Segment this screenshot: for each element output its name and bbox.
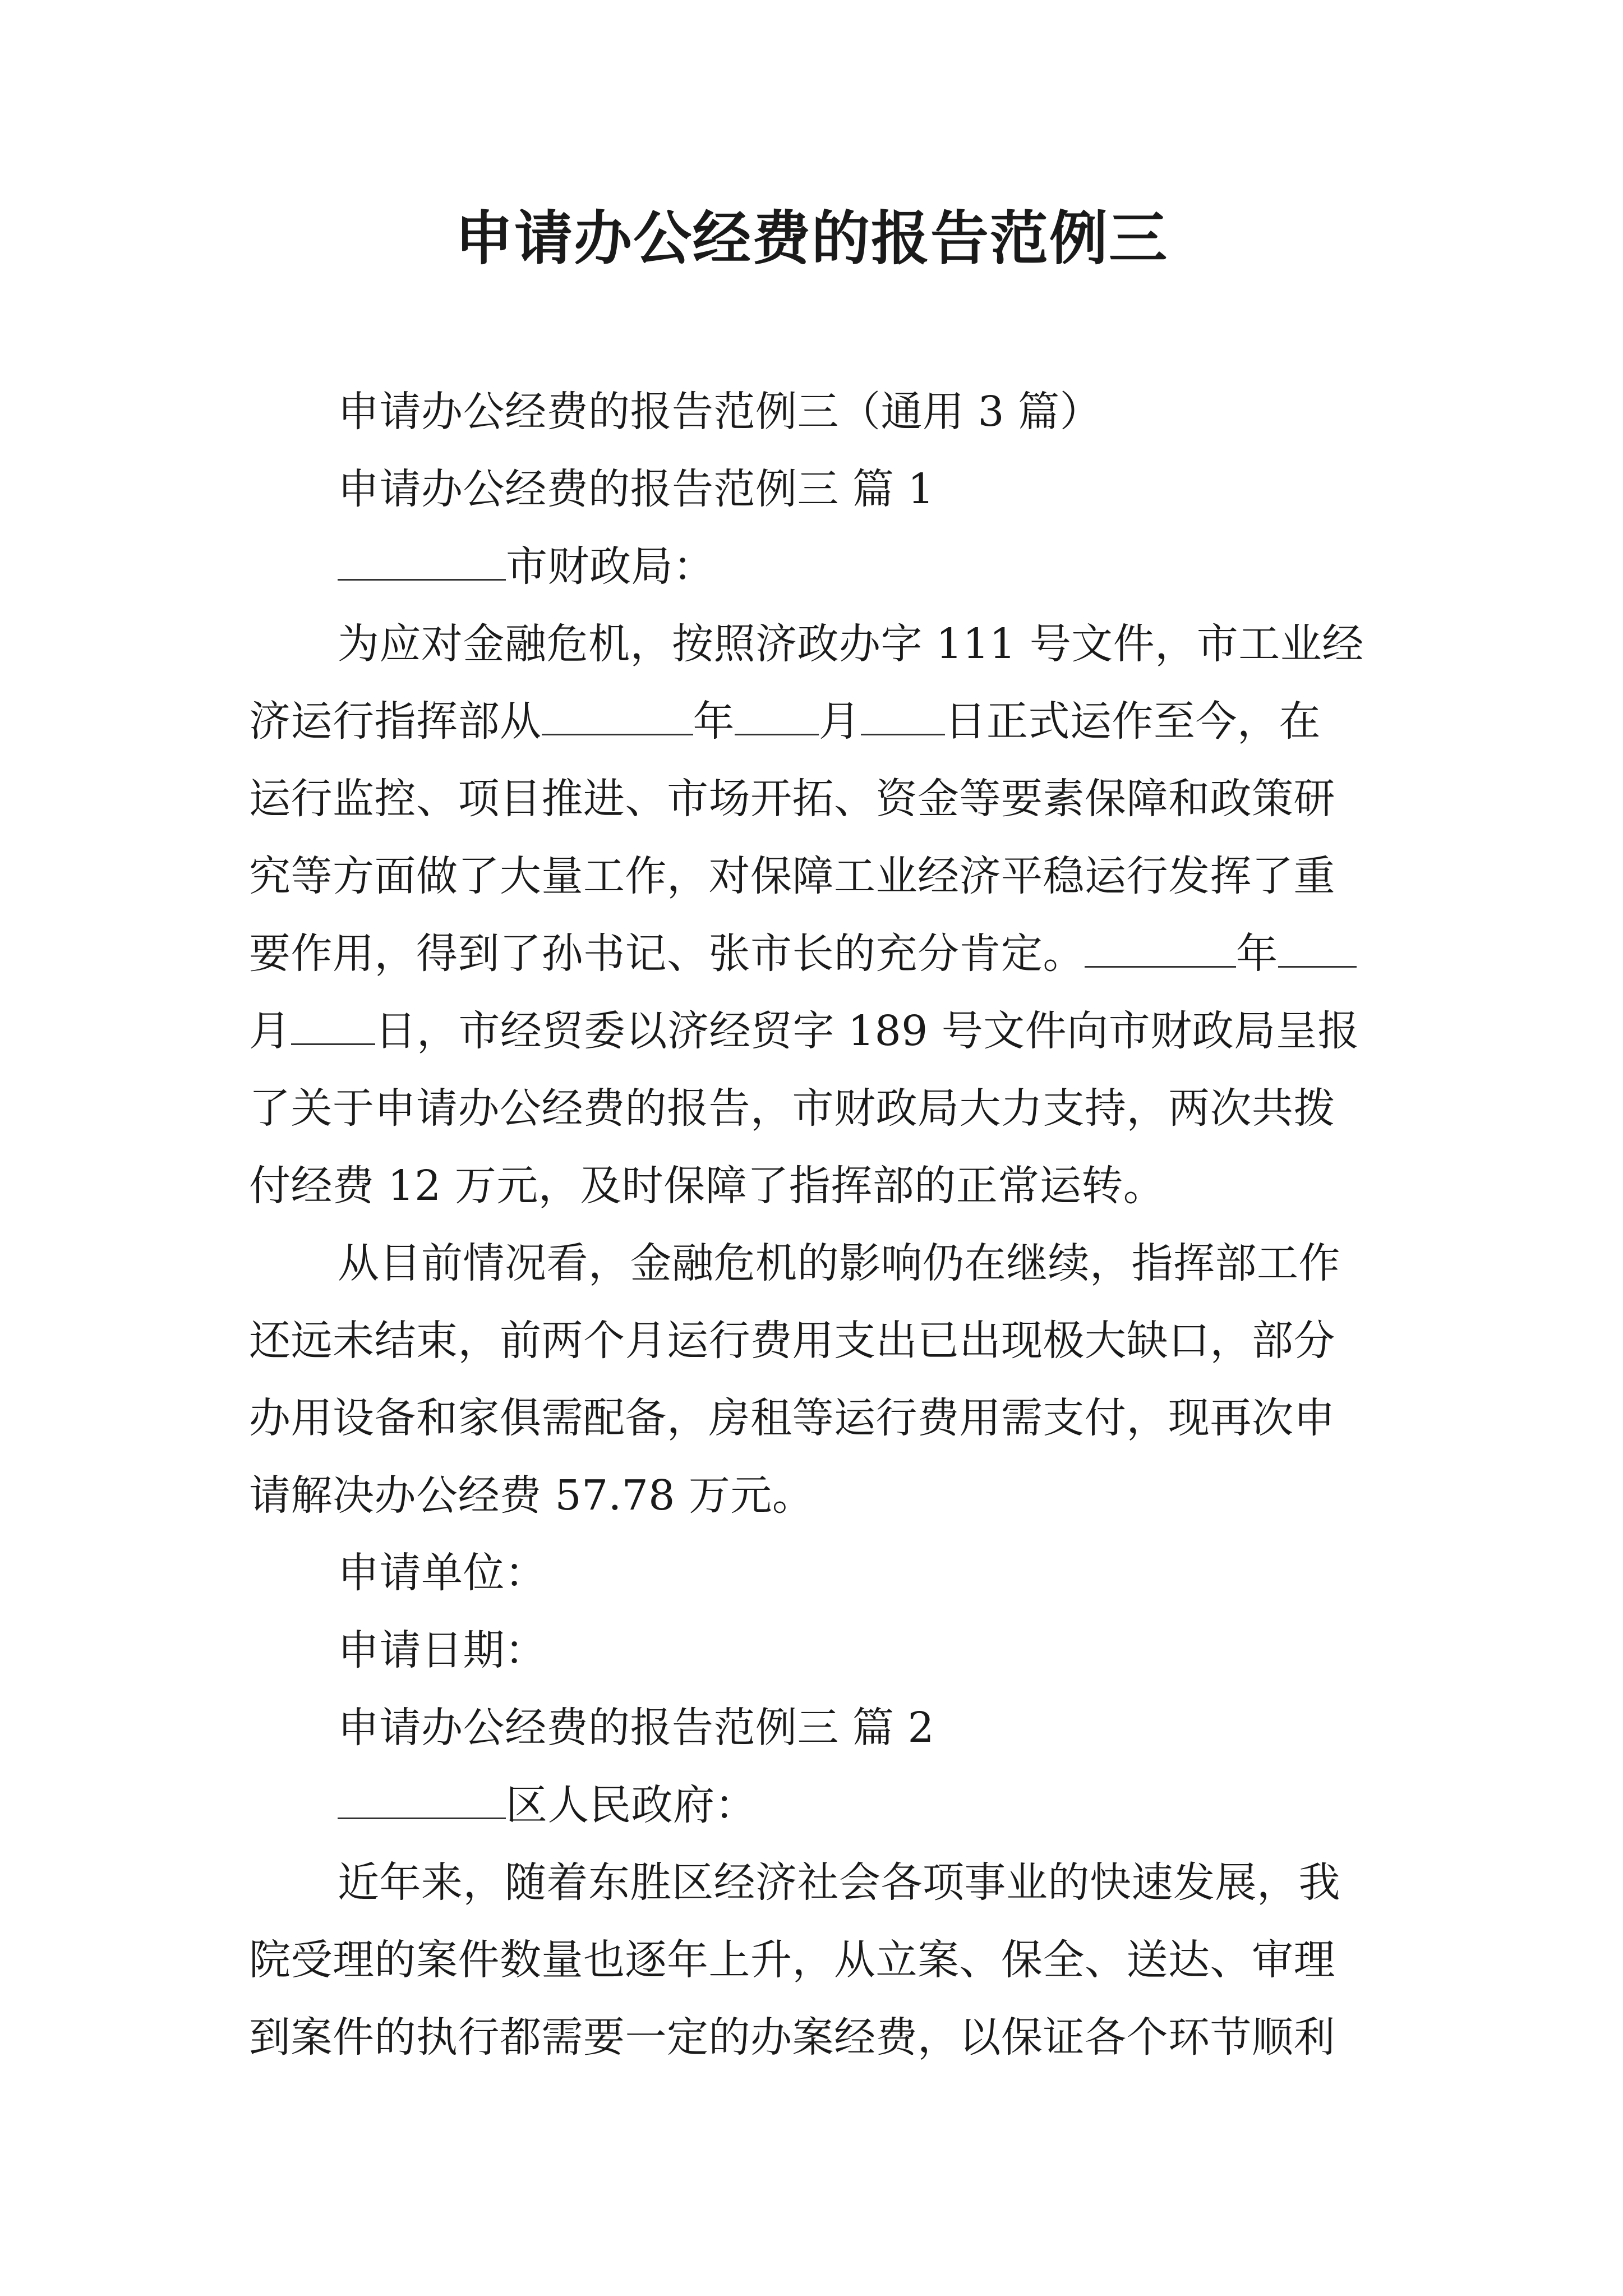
blank-field (1085, 929, 1236, 968)
blank-field (338, 542, 506, 581)
paragraph-1-line: 运行监控、项目推进、市场开拓、资金等要素保障和政策研 (249, 775, 1335, 823)
paragraph-1-line: 了关于申请办公经费的报告，市财政局大力支持，两次共拨 (249, 1084, 1335, 1133)
paragraph-3-line: 到案件的执行都需要一定的办案经费，以保证各个环节顺利 (249, 2013, 1335, 2062)
paragraph-1-line: 为应对金融危机，按照济政办字 111 号文件，市工业经 (338, 620, 1364, 668)
paragraph-2-line: 从目前情况看，金融危机的影响仍在继续，指挥部工作 (338, 1239, 1340, 1287)
document-body (249, 373, 1399, 2076)
blank-field (861, 697, 945, 735)
paragraph-1-line: 付经费 12 万元，及时保障了指挥部的正常运转。 (249, 1162, 1165, 1210)
paragraph-2-line: 请解决办公经费 57.78 万元。 (249, 1471, 814, 1520)
paragraph-1-line: 月 日，市经贸委以济经贸字 189 号文件向市财政局呈报 (249, 1007, 1359, 1055)
paragraph-1-line: 要作用，得到了孙书记、张市长的充分肯定。 年 (249, 915, 1399, 992)
paragraph-3-line: 院受理的案件数量也逐年上升，从立案、保全、送达、审理 (249, 1936, 1335, 1984)
paragraph-2-line: 还远未结束，前两个月运行费用支出已出现极大缺口，部分 (249, 1317, 1335, 1365)
paragraph-1-line: 究等方面做了大量工作，对保障工业经济平稳运行发挥了重 (249, 852, 1335, 900)
intro-line: 申请办公经费的报告范例三（通用 3 篇） (338, 388, 1102, 436)
paragraph-2-line: 办用设备和家俱需配备，房租等运行费用需支付，现再次申 (249, 1394, 1335, 1442)
article-1-heading: 申请办公经费的报告范例三 篇 1 (338, 465, 935, 513)
blank-field (291, 1006, 375, 1045)
blank-field (542, 697, 693, 735)
blank-field (1278, 929, 1357, 968)
blank-field (338, 1780, 506, 1819)
paragraph-1-line: 济运行指挥部从 年 月 日正式运作至今，在 (249, 697, 1321, 746)
article-2-heading: 申请办公经费的报告范例三 篇 2 (338, 1704, 935, 1752)
paragraph-3-line: 近年来，随着东胜区经济社会各项事业的快速发展，我 (338, 1858, 1340, 1907)
document-title: 申请办公经费的报告范例三 (454, 204, 1168, 273)
blank-field (735, 697, 819, 735)
date-label: 申请日期： (338, 1626, 547, 1674)
article-1-recipient: 市财政局： (249, 528, 1399, 605)
article-2-recipient: 区人民政府： (249, 1766, 1399, 1844)
applicant-label: 申请单位： (338, 1549, 547, 1597)
